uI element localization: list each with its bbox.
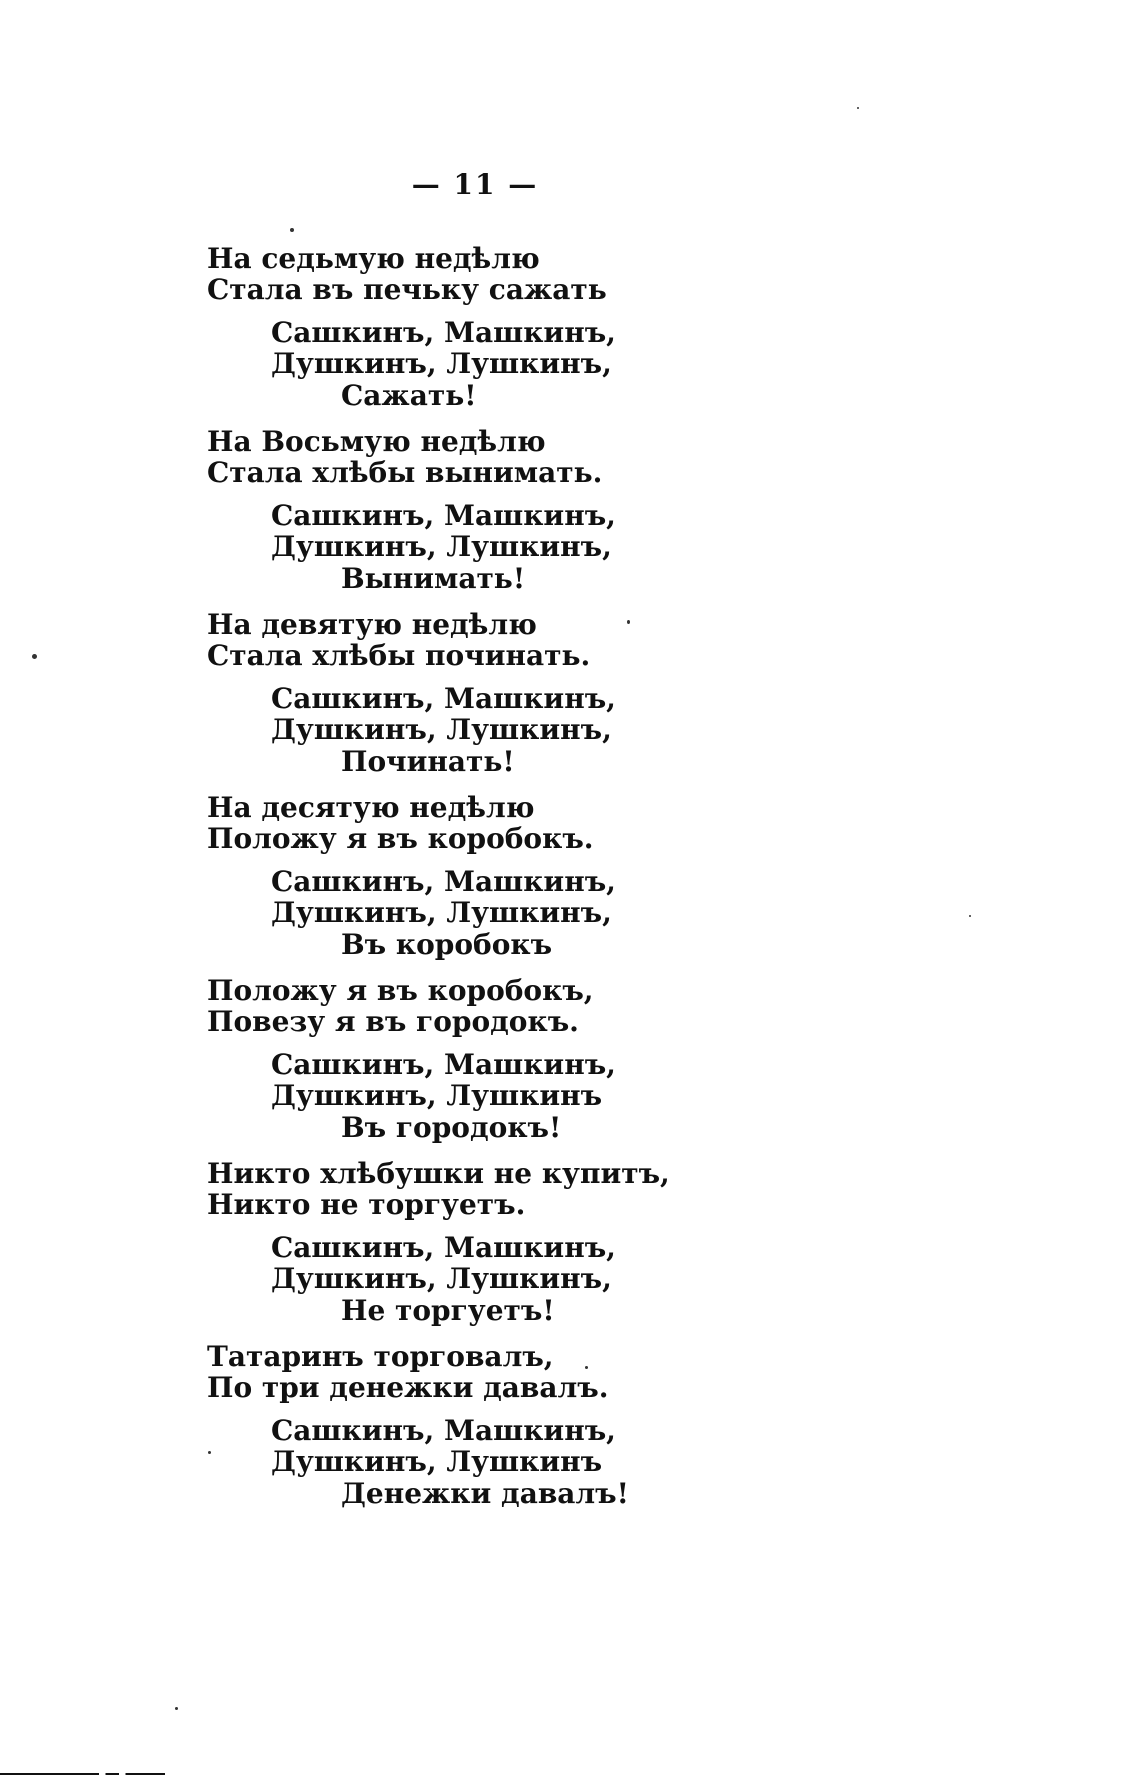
refrain-ending: Сажать! <box>341 379 477 412</box>
refrain-line: Душкинъ, Лушкинъ <box>271 1079 603 1112</box>
refrain-ending: Починать! <box>341 745 515 778</box>
scan-speck <box>32 654 37 659</box>
stanza-line: По три денежки давалъ. <box>207 1371 609 1404</box>
refrain-ending: Денежки давалъ! <box>341 1477 629 1510</box>
refrain-line: Душкинъ, Лушкинъ <box>271 1445 603 1478</box>
stanza-4 <box>207 793 907 976</box>
scan-speck <box>208 1451 211 1454</box>
refrain-line: Душкинъ, Лушкинъ, <box>271 347 612 380</box>
refrain-line: Душкинъ, Лушкинъ, <box>271 1262 612 1295</box>
scan-speck <box>585 1366 588 1369</box>
refrain-line: Сашкинъ, Машкинъ, <box>271 1048 616 1081</box>
stanza-line: На девятую недѣлю <box>207 608 537 641</box>
refrain-ending: Вынимать! <box>341 562 526 595</box>
refrain-line: Сашкинъ, Машкинъ, <box>271 499 616 532</box>
stanza-line: Повезу я въ городокъ. <box>207 1005 579 1038</box>
refrain-line: Сашкинъ, Машкинъ, <box>271 682 616 715</box>
stanza-1 <box>207 244 907 427</box>
refrain-line: Сашкинъ, Машкинъ, <box>271 865 616 898</box>
stanza-line: Стала въ печьку сажать <box>207 273 607 306</box>
refrain-line: Душкинъ, Лушкинъ, <box>271 896 612 929</box>
page-number: — 11 — <box>411 168 539 201</box>
refrain-line: Душкинъ, Лушкинъ, <box>271 530 612 563</box>
stanza-7 <box>207 1342 907 1525</box>
stanza-6 <box>207 1159 907 1342</box>
stanza-line: Никто хлѣбушки не купитъ, <box>207 1157 670 1190</box>
stanza-line: Татаринъ торговалъ, <box>207 1340 554 1373</box>
refrain-ending: Въ коробокъ <box>341 928 553 961</box>
stanza-line: На седьмую недѣлю <box>207 242 540 275</box>
footer-rule <box>0 1773 165 1775</box>
stanza-5 <box>207 976 907 1159</box>
stanza-line: Стала хлѣбы починать. <box>207 639 591 672</box>
scan-speck <box>290 228 294 232</box>
scan-speck <box>175 1707 178 1710</box>
stanza-2 <box>207 427 907 610</box>
scan-speck <box>627 620 630 624</box>
refrain-ending: Въ городокъ! <box>341 1111 562 1144</box>
refrain-line: Душкинъ, Лушкинъ, <box>271 713 612 746</box>
refrain-line: Сашкинъ, Машкинъ, <box>271 316 616 349</box>
refrain-line: Сашкинъ, Машкинъ, <box>271 1414 616 1447</box>
refrain-ending: Не торгуетъ! <box>341 1294 555 1327</box>
stanza-line: Стала хлѣбы вынимать. <box>207 456 603 489</box>
stanza-line: На Восьмую недѣлю <box>207 425 546 458</box>
scan-speck <box>857 107 859 109</box>
stanza-line: Положу я въ коробокъ. <box>207 822 594 855</box>
stanza-line: Положу я въ коробокъ, <box>207 974 594 1007</box>
poem <box>207 244 907 1525</box>
stanza-line: Никто не торгуетъ. <box>207 1188 526 1221</box>
refrain-line: Сашкинъ, Машкинъ, <box>271 1231 616 1264</box>
stanza-3 <box>207 610 907 793</box>
stanza-line: На десятую недѣлю <box>207 791 535 824</box>
scan-speck <box>969 915 971 917</box>
